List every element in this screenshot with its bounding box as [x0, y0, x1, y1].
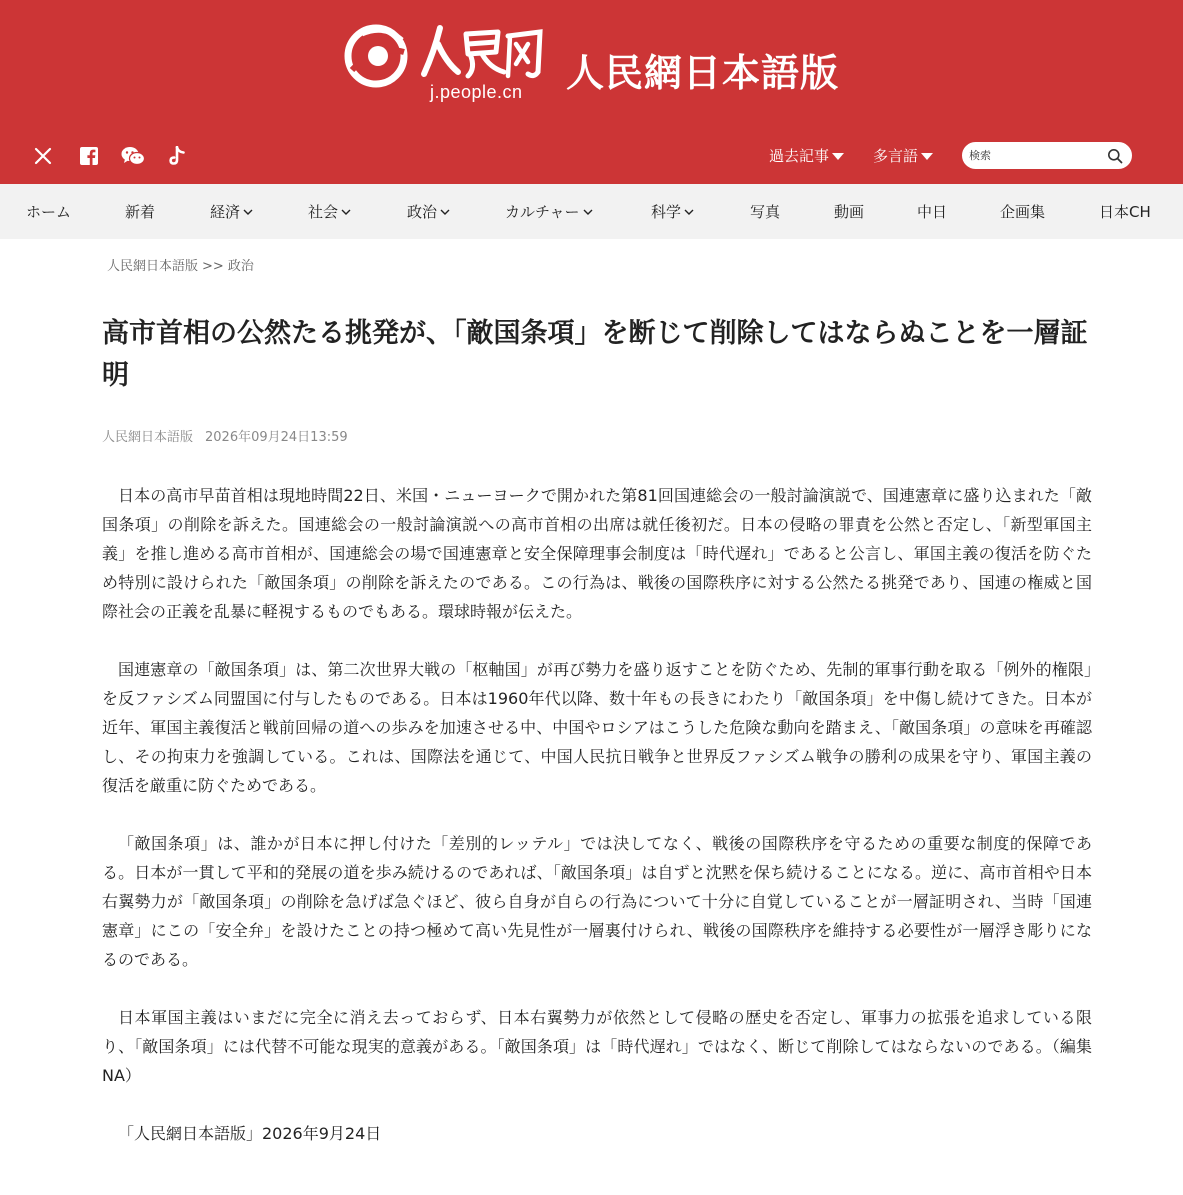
- breadcrumb-separator: >>: [202, 259, 224, 274]
- languages-dropdown[interactable]: [873, 145, 933, 166]
- article-signature: 「人民網日本語版」2026年9月24日: [118, 1124, 382, 1143]
- nav-item-label: 科学: [651, 203, 682, 221]
- chevron-down-icon: [440, 209, 450, 216]
- search-box: [962, 142, 1132, 169]
- nav-item-label: 写真: [750, 203, 781, 221]
- nav-item-label: 政治: [407, 203, 438, 221]
- people-wordmark-icon: [420, 22, 546, 84]
- archive-dropdown[interactable]: [769, 145, 844, 166]
- nav-item-culture[interactable]: [505, 184, 593, 239]
- languages-label: 多言語: [873, 147, 919, 165]
- nav-item-label: 企画集: [1000, 203, 1046, 221]
- nav-item-features[interactable]: [1000, 184, 1045, 239]
- article-title: 高市首相の公然たる挑発が、「敵国条項」を断じて削除してはならぬことを一層証明: [102, 318, 1088, 391]
- article-paragraph: 日本の高市早苗首相は現地時間22日、米国・ニューヨークで開かれた第81回国連総会の一般討論演説で、国連憲章に盛り込まれた「敵国条項」の削除を訴えた。国連総会の一般討論演説への高市首相の出席は就任後初だ。日本の侵略の罪責を公然と否定し、「新型軍国主義」を推し進める高市首相が、国連総会の場で国連憲章と安全保障理事会制度は「時代遅れ」であると公言し、軍国主義の復活を防ぐため特別に設けられた「敵国条項」の削除を訴えたのである。この行為は、戦後の国際秩序に対する公然たる挑発であり、国連の権威と国際社会の正義を乱暴に軽視するものでもある。環球時報が伝えた。: [102, 486, 1092, 621]
- nav-item-home[interactable]: [26, 184, 71, 239]
- chevron-down-icon: [583, 209, 593, 216]
- nav-item-photos[interactable]: [750, 184, 780, 239]
- facebook-link[interactable]: [78, 143, 100, 169]
- article-source: 人民網日本語版: [102, 430, 194, 445]
- breadcrumb-home-link[interactable]: 人民網日本語版: [107, 259, 199, 274]
- main-nav: [0, 184, 1183, 239]
- wechat-link[interactable]: [120, 143, 146, 169]
- nav-item-economy[interactable]: [210, 184, 253, 239]
- nav-item-label: 社会: [308, 203, 339, 221]
- search-input[interactable]: [969, 146, 1099, 165]
- nav-item-label: 経済: [210, 203, 241, 221]
- wechat-icon: [121, 146, 145, 166]
- article-paragraph: 日本軍国主義はいまだに完全に消え去っておらず、日本右翼勢力が依然として侵略の歴史を否定し、軍事力の拡張を追求している限り、「敵国条項」には代替不可能な現実的意義がある。「敵国条項」は「時代遅れ」ではなく、断じて削除してはならないのである。（編集NA）: [102, 1008, 1092, 1085]
- site-title: 人民網日本語版: [566, 51, 840, 95]
- caret-down-icon: [921, 153, 933, 160]
- site-domain: j.people.cn: [430, 82, 523, 102]
- nav-item-label: 中日: [917, 203, 948, 221]
- x-icon: [34, 147, 52, 165]
- tiktok-link[interactable]: [166, 143, 188, 169]
- nav-item-science[interactable]: [651, 184, 694, 239]
- site-logo[interactable]: [340, 22, 860, 104]
- article-body: [102, 481, 1092, 1177]
- site-header: [0, 0, 1183, 184]
- search-icon[interactable]: [1107, 148, 1123, 164]
- nav-item-label: 動画: [834, 203, 865, 221]
- nav-item-label: ホーム: [26, 203, 72, 221]
- nav-item-politics[interactable]: [407, 184, 450, 239]
- chevron-down-icon: [341, 209, 351, 216]
- breadcrumb: [107, 255, 254, 274]
- people-logo-icon: [344, 24, 408, 88]
- article-datetime: 2026年09月24日13:59: [205, 430, 348, 445]
- nav-item-latest[interactable]: [125, 184, 155, 239]
- facebook-icon: [80, 147, 98, 165]
- chevron-down-icon: [243, 209, 253, 216]
- nav-item-label: 新着: [125, 203, 156, 221]
- nav-item-society[interactable]: [308, 184, 351, 239]
- tiktok-icon: [168, 146, 186, 166]
- chevron-down-icon: [684, 209, 694, 216]
- caret-down-icon: [832, 153, 844, 160]
- article-meta: [102, 426, 348, 445]
- nav-item-japan-ch[interactable]: [1099, 184, 1151, 239]
- nav-item-label: カルチャー: [505, 203, 580, 221]
- nav-item-china-japan[interactable]: [917, 184, 947, 239]
- archive-label: 過去記事: [769, 147, 830, 165]
- article-paragraph: 国連憲章の「敵国条項」は、第二次世界大戦の「枢軸国」が再び勢力を盛り返すことを防ぐため、先制的軍事行動を取る「例外的権限」を反ファシズム同盟国に付与したものである。日本は1960年代以降、数十年もの長きにわたり「敵国条項」を中傷し続けてきた。日本が近年、軍国主義復活と戦前回帰の道への歩みを加速させる中、中国やロシアはこうした危険な動向を踏まえ、「敵国条項」の意味を再確認し、その拘束力を強調している。これは、国際法を通じて、中国人民抗日戦争と世界反ファシズム戦争の勝利の成果を守り、軍国主義の復活を厳重に防ぐためである。: [102, 660, 1092, 795]
- article-paragraph: 「敵国条項」は、誰かが日本に押し付けた「差別的レッテル」では決してなく、戦後の国際秩序を守るための重要な制度的保障である。日本が一貫して平和的発展の道を歩み続けるのであれば、「敵国条項」は自ずと沈黙を保ち続けることになる。逆に、高市首相や日本右翼勢力が「敵国条項」の削除を急げば急ぐほど、彼ら自身が自らの行為について十分に自覚していることが一層証明され、当時「国連憲章」にこの「安全弁」を設けたことの持つ極めて高い先見性が一層裏付けられ、戦後の国際秩序を維持する必要性が一層浮き彫りになるのである。: [102, 834, 1092, 969]
- breadcrumb-section-link[interactable]: 政治: [227, 259, 254, 274]
- x-link[interactable]: [32, 143, 54, 169]
- nav-item-videos[interactable]: [834, 184, 864, 239]
- nav-item-label: 日本CH: [1099, 203, 1151, 221]
